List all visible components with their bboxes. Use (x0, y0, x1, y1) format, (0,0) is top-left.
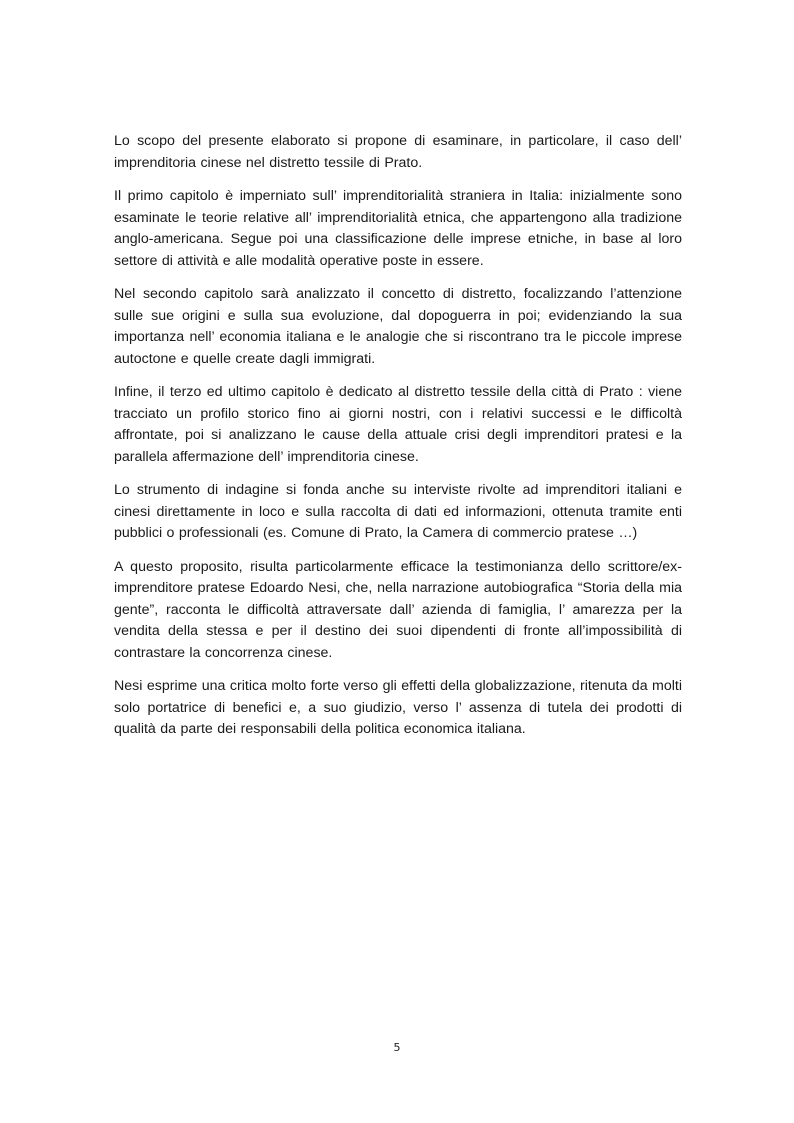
paragraph-chapter-two: Nel secondo capitolo sarà analizzato il concetto di distretto, focalizzando l’attenzione sulle sue origini e sulla sua evoluzione, dal dopoguerra in poi; evidenziando la sua importanza nell’ economia italiana e le analogie che si riscontrano tra le piccole imprese autoctone e quelle create dagli immigrati. (114, 286, 682, 367)
paragraph-methodology: Lo strumento di indagine si fonda anche su interviste rivolte ad imprenditori italiani e cinesi direttamente in loco e sulla raccolta di dati ed informazioni, ottenuta tramite enti pubblici o professionali (es. Comune di Prato, la Camera di commercio pratese …) (114, 482, 682, 541)
paragraph-chapter-three: Infine, il terzo ed ultimo capitolo è dedicato al distretto tessile della città di Prato : viene tracciato un profilo storico fino ai giorni nostri, con i relativi successi e le difficoltà affrontate, poi si analizzano le cause della attuale crisi degli imprenditori pratesi e la parallela affermazione dell’ imprenditoria cinese. (114, 384, 682, 465)
paragraph-critique: Nesi esprime una critica molto forte verso gli effetti della globalizzazione, ritenuta da molti solo portatrice di benefici e, a suo giudizio, verso l’ assenza di tutela dei prodotti di qualità da parte dei responsabili della politica economica italiana. (114, 678, 682, 737)
document-body (114, 131, 682, 753)
paragraph-testimony: A questo proposito, risulta particolarmente efficace la testimonianza dello scrittore/ex-imprenditore pratese Edoardo Nesi, che, nella narrazione autobiografica “Storia della mia gente”, racconta le difficoltà attraversate dall’ azienda di famiglia, l’ amarezza per la vendita della stessa e per il destino dei suoi dipendenti di fronte all’impossibilità di contrastare la concorrenza cinese. (114, 558, 682, 661)
page-number: 5 (393, 1041, 401, 1054)
paragraph-chapter-one: Il primo capitolo è imperniato sull’ imprenditorialità straniera in Italia: inizialmente sono esaminate le teorie relative all’ imprenditorialità etnica, che appartengono alla tradizione anglo-americana. Segue poi una classificazione delle imprese etniche, in base al loro settore di attività e alle modalità operative poste in essere. (114, 188, 682, 269)
paragraph-purpose: Lo scopo del presente elaborato si propone di esaminare, in particolare, il caso dell’ imprenditoria cinese nel distretto tessile di Prato. (114, 133, 682, 171)
